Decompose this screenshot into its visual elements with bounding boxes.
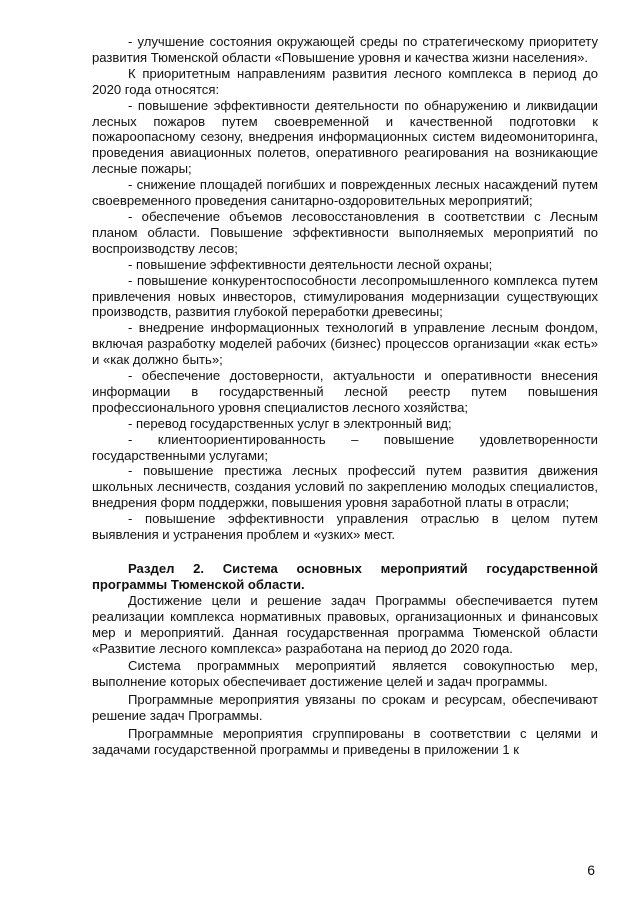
paragraph: - повышение конкурентоспособности лесопромышленного комплекса путем привлечения новых инвесторов, стимулирования модернизации существующих производств, развития глубокой переработки древесины;: [92, 272, 598, 320]
section-paragraph: Программные мероприятия увязаны по срокам и ресурсам, обеспечивают решение задач Программы.: [92, 692, 598, 724]
paragraph: - обеспечение объемов лесовосстановления в соответствии с Лесным планом области. Повышение эффективности выполняемых мероприятий по воспроизводству лесов;: [92, 208, 598, 256]
paragraph: - перевод государственных услуг в электронный вид;: [128, 415, 452, 431]
paragraph: - улучшение состояния окружающей среды по стратегическому приоритету развития Тюменской области «Повышение уровня и качества жизни населения».: [92, 34, 598, 65]
paragraph: - повышение престижа лесных профессий путем развития движения школьных лесничеств, создания условий по закреплению молодых специалистов, внедрения форм поддержки, повышения уровня заработной платы в отрасли;: [92, 463, 598, 511]
paragraph: К приоритетным направлениям развития лесного комплекса в период до 2020 года относятся:: [92, 65, 598, 97]
paragraph: - клиентоориентированность – повышение удовлетворенности государственными услугами;: [92, 431, 598, 463]
paragraph: - повышение эффективности управления отраслью в целом путем выявления и устранения проблем и «узких» мест.: [92, 511, 598, 543]
paragraph: - повышение эффективности деятельности лесной охраны;: [128, 256, 493, 272]
paragraph: - снижение площадей погибших и поврежденных лесных насаждений путем своевременного проведения санитарно-оздоровительных мероприятий;: [92, 177, 598, 209]
paragraph: - повышение эффективности деятельности по обнаружению и ликвидации лесных пожаров путем своевременной и качественной подготовки к пожароопасному сезону, внедрения информационных систем видеомониторинга, проведения авиационных полетов, оперативного реагирования на возникающие лесные пожары;: [92, 97, 598, 177]
page-number: 6: [587, 862, 595, 878]
section-paragraph: Достижение цели и решение задач Программы обеспечивается путем реализации комплекса нормативных правовых, организационных и финансовых мер и мероприятий. Данная государственная программа Тюменской области «Развитие лесного комплекса» разработана на период до 2020 года.: [92, 592, 598, 656]
section-paragraph: Система программных мероприятий является совокупностью мер, выполнение которых обеспечивает достижение целей и задач программы.: [92, 658, 598, 690]
document-body: [92, 34, 598, 758]
section-paragraph: Программные мероприятия сгруппированы в соответствии с целями и задачами государственной программы и приведены в приложении 1 к: [92, 726, 598, 757]
paragraph: - обеспечение достоверности, актуальности и оперативности внесения информации в государственный лесной реестр путем повышения профессионального уровня специалистов лесного хозяйства;: [92, 368, 598, 415]
paragraph: - внедрение информационных технологий в управление лесным фондом, включая разработку моделей рабочих (бизнес) процессов организации «как есть» и «как должно быть»;: [92, 320, 598, 368]
section-heading: Раздел 2. Система основных мероприятий государственной программы Тюменской области.: [92, 561, 598, 592]
